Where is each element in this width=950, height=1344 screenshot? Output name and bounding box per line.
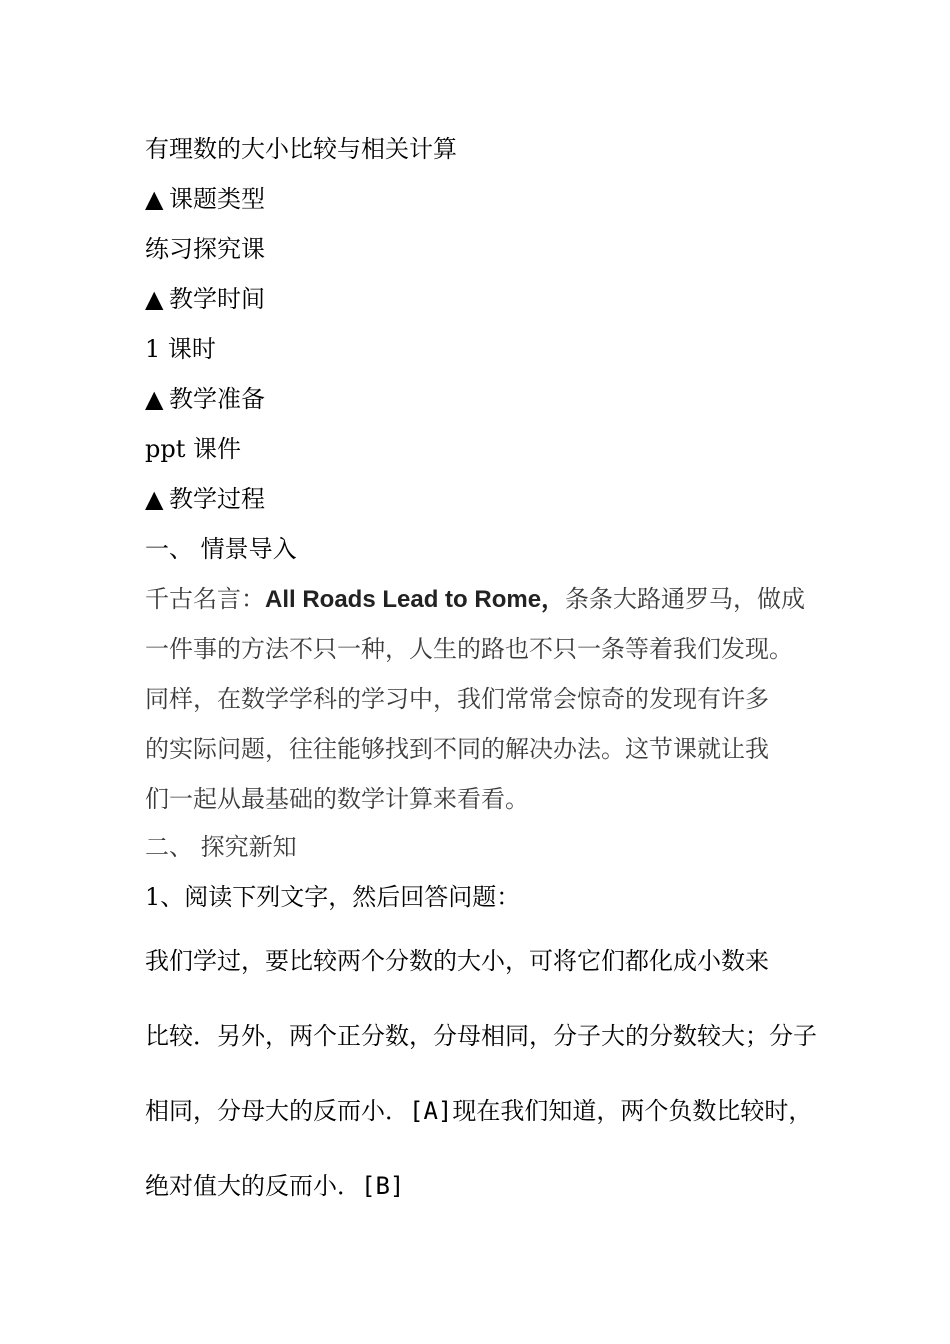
triangle-marker-icon: ▲ bbox=[145, 385, 164, 413]
part2-body-line-3: 相同，分母大的反而小．[A]现在我们知道，两个负数比较时， bbox=[145, 1097, 813, 1125]
part1-intro-line-3: 同样，在数学学科的学习中，我们常常会惊奇的发现有许多 bbox=[145, 685, 769, 713]
triangle-marker-icon: ▲ bbox=[145, 285, 164, 313]
intro-line1-rest: 条条大路通罗马，做成 bbox=[565, 585, 806, 613]
part1-intro-line-1 bbox=[145, 584, 805, 615]
section-content-teaching-time: 1 课时 bbox=[145, 335, 216, 363]
part1-intro-line-4: 的实际问题，往往能够找到不同的解决办法。这节课就让我 bbox=[145, 735, 769, 763]
section-heading-text: 教学过程 bbox=[169, 485, 265, 513]
part2-question: 1、阅读下列文字，然后回答问题： bbox=[145, 883, 521, 911]
part1-intro-line-2: 一件事的方法不只一种，人生的路也不只一条等着我们发现。 bbox=[145, 635, 793, 663]
section-heading-teaching-time bbox=[145, 284, 265, 314]
part2-body-line-4: 绝对值大的反而小．[B] bbox=[145, 1172, 405, 1200]
section-heading-teaching-process bbox=[145, 484, 265, 514]
part2-body-line-1: 我们学过，要比较两个分数的大小，可将它们都化成小数来 bbox=[145, 947, 769, 975]
section-heading-text: 教学时间 bbox=[169, 285, 265, 313]
section-heading-lesson-type bbox=[145, 184, 265, 214]
intro-quote: All Roads Lead to Rome， bbox=[265, 586, 566, 613]
part2-body-line-2: 比较．另外，两个正分数，分母相同，分子大的分数较大；分子 bbox=[145, 1022, 817, 1050]
part1-heading: 一、 情景导入 bbox=[145, 535, 297, 563]
section-heading-teaching-prep bbox=[145, 384, 265, 414]
part2-heading: 二、 探究新知 bbox=[145, 833, 297, 861]
section-heading-text: 课题类型 bbox=[169, 185, 265, 213]
triangle-marker-icon: ▲ bbox=[145, 185, 164, 213]
triangle-marker-icon: ▲ bbox=[145, 485, 164, 513]
section-content-teaching-prep: ppt 课件 bbox=[145, 435, 241, 463]
document-title: 有理数的大小比较与相关计算 bbox=[145, 135, 457, 163]
section-heading-text: 教学准备 bbox=[169, 385, 265, 413]
section-content-lesson-type: 练习探究课 bbox=[145, 235, 265, 263]
part1-intro-line-5: 们一起从最基础的数学计算来看看。 bbox=[145, 785, 529, 813]
intro-prefix: 千古名言： bbox=[145, 585, 265, 613]
